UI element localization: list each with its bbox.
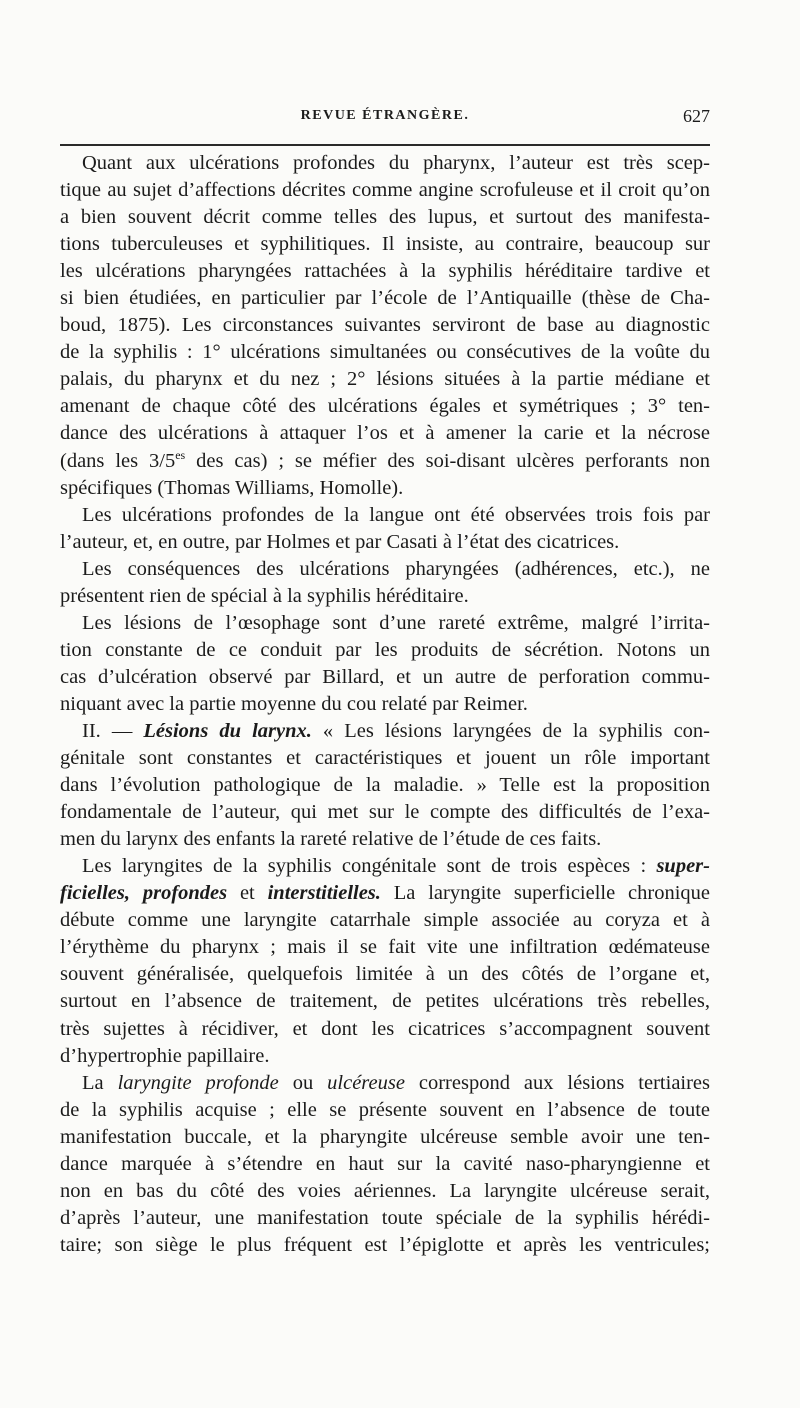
text-run: Les conséquences des ulcérations pharyngées (adhérences, etc.), ne xyxy=(82,557,710,580)
text-line xyxy=(60,1232,710,1259)
text-line xyxy=(60,772,710,799)
text-run: souvent généralisée, quelquefois limitée à un des côtés de l’organe et, xyxy=(60,963,710,986)
text-line xyxy=(60,204,710,231)
text-run: les ulcérations pharyngées rattachées à la syphilis héréditaire tardive et xyxy=(60,260,710,283)
running-header xyxy=(60,108,710,132)
text-run: surtout en l’absence de traitement, de petites ulcérations très rebelles, xyxy=(60,990,710,1013)
text-run: dance des ulcérations à attaquer l’os et à amener la carie et la nécrose xyxy=(60,422,710,445)
text-line xyxy=(60,339,710,366)
text-line xyxy=(60,312,710,339)
text-run: génitale sont constantes et caractéristiques et jouent un rôle important xyxy=(60,747,710,770)
text-line xyxy=(60,285,710,312)
running-title: REVUE ÉTRANGÈRE. xyxy=(300,108,470,123)
text-run: La xyxy=(82,1071,118,1094)
text-run: présentent rien de spécial à la syphilis héréditaire. xyxy=(60,584,469,607)
text-run: débute comme une laryngite catarrhale simple associée au coryza et à xyxy=(60,909,710,932)
text-run: « Les lésions laryngées de la syphilis con- xyxy=(311,719,711,742)
text-line xyxy=(60,366,710,393)
text-line xyxy=(60,961,710,988)
text-line xyxy=(60,556,710,583)
text-run: La laryngite superficielle chronique xyxy=(380,882,711,905)
text-line xyxy=(60,1043,710,1070)
text-run: non en bas du côté des voies aériennes. La laryngite ulcéreuse serait, xyxy=(60,1179,710,1202)
text-run: et xyxy=(227,882,268,905)
text-run: Les lésions de l’œsophage sont d’une rareté extrême, malgré l’irrita- xyxy=(82,611,710,634)
text-line xyxy=(60,258,710,285)
text-line xyxy=(60,1151,710,1178)
text-run: d’après l’auteur, une manifestation toute spéciale de la syphilis hérédi- xyxy=(60,1206,710,1229)
text-line xyxy=(60,1097,710,1124)
text-run: palais, du pharynx et du nez ; 2° lésions situées à la partie médiane et xyxy=(60,368,710,391)
emphasis-text: super- xyxy=(656,855,710,878)
text-run: a bien souvent décrit comme telles des lupus, et surtout des manifesta- xyxy=(60,206,710,229)
text-run: (dans les 3/5 xyxy=(60,449,176,472)
text-run: si bien étudiées, en particulier par l’école de l’Antiquaille (thèse de Cha- xyxy=(60,287,710,310)
emphasis-text: interstitielles. xyxy=(267,882,381,905)
text-line xyxy=(60,420,710,447)
text-run: spécifiques (Thomas Williams, Homolle). xyxy=(60,476,404,499)
text-line xyxy=(60,799,710,826)
text-run: taire; son siège le plus fréquent est l’épiglotte et après les ventricules; xyxy=(60,1233,710,1256)
text-line xyxy=(60,934,710,961)
text-line xyxy=(60,826,710,853)
text-line xyxy=(60,1178,710,1205)
text-line xyxy=(60,150,710,177)
emphasis-text: ulcéreuse xyxy=(327,1071,405,1094)
text-run: l’auteur, et, en outre, par Holmes et par Casati à l’état des cicatrices. xyxy=(60,530,620,553)
text-line xyxy=(60,718,710,745)
text-line xyxy=(60,745,710,772)
text-run: niquant avec la partie moyenne du cou relaté par Reimer. xyxy=(60,692,528,715)
text-line xyxy=(60,475,710,502)
page-number: 627 xyxy=(683,106,710,126)
text-run: tion constante de ce conduit par les produits de sécrétion. Notons un xyxy=(60,638,710,661)
text-line xyxy=(60,502,710,529)
text-run: de la syphilis acquise ; elle se présente souvent en l’absence de toute xyxy=(60,1098,710,1121)
emphasis-text: ficielles, profondes xyxy=(60,882,228,905)
text-line xyxy=(60,880,710,907)
text-line xyxy=(60,988,710,1015)
text-run: de la syphilis : 1° ulcérations simultanées ou consécutives de la voûte du xyxy=(60,341,710,364)
text-run: cas d’ulcération observé par Billard, et un autre de perforation commu- xyxy=(60,665,710,688)
text-line xyxy=(60,177,710,204)
text-line xyxy=(60,691,710,718)
superscript: es xyxy=(175,447,186,462)
text-run: boud, 1875). Les circonstances suivantes serviront de base au diagnostic xyxy=(60,314,710,337)
text-run: men du larynx des enfants la rareté relative de l’étude de ces faits. xyxy=(60,828,602,851)
text-line xyxy=(60,231,710,258)
text-run: fondamentale de l’auteur, qui met sur le compte des difficultés de l’exa- xyxy=(60,801,710,824)
text-line xyxy=(60,664,710,691)
text-line xyxy=(60,907,710,934)
text-run: l’érythème du pharynx ; mais il se fait vite une infiltration œdémateuse xyxy=(60,936,710,959)
text-run: Les ulcérations profondes de la langue ont été observées trois fois par xyxy=(82,503,710,526)
text-run: tions tuberculeuses et syphilitiques. Il insiste, au contraire, beaucoup sur xyxy=(60,233,710,256)
text-line xyxy=(60,529,710,556)
text-line xyxy=(60,393,710,420)
emphasis-text: laryngite profonde xyxy=(117,1071,279,1094)
text-line xyxy=(60,1016,710,1043)
text-run: Quant aux ulcérations profondes du pharynx, l’auteur est très scep- xyxy=(82,152,710,174)
text-line xyxy=(60,1070,710,1097)
body-text xyxy=(60,150,710,1259)
text-run: amenant de chaque côté des ulcérations égales et symétriques ; 3° ten- xyxy=(60,395,710,418)
text-run: Les laryngites de la syphilis congénitale sont de trois espèces : xyxy=(82,855,657,878)
text-run: ou xyxy=(278,1071,328,1094)
text-run: II. — xyxy=(82,719,144,742)
text-run: dance marquée à s’étendre en haut sur la cavité naso-pharyngienne et xyxy=(60,1152,710,1175)
text-run: d’hypertrophie papillaire. xyxy=(60,1044,270,1067)
text-line xyxy=(60,1205,710,1232)
text-run: correspond aux lésions tertiaires xyxy=(404,1071,711,1094)
text-run: dans l’évolution pathologique de la maladie. » Telle est la proposition xyxy=(60,774,710,797)
text-line xyxy=(60,583,710,610)
text-run: manifestation buccale, et la pharyngite ulcéreuse semble avoir une ten- xyxy=(60,1125,710,1148)
header-rule xyxy=(60,144,710,146)
text-line xyxy=(60,637,710,664)
emphasis-text: Lésions du larynx. xyxy=(143,719,312,742)
text-run: des cas) ; se méfier des soi-disant ulcères perforants non xyxy=(185,449,710,472)
text-run: tique au sujet d’affections décrites comme angine scrofuleuse et il croit qu’on xyxy=(60,179,710,202)
text-line xyxy=(60,448,710,475)
text-line xyxy=(60,1124,710,1151)
text-line xyxy=(60,853,710,880)
text-line xyxy=(60,610,710,637)
text-run: très sujettes à récidiver, et dont les cicatrices s’accompagnent souvent xyxy=(60,1017,710,1040)
